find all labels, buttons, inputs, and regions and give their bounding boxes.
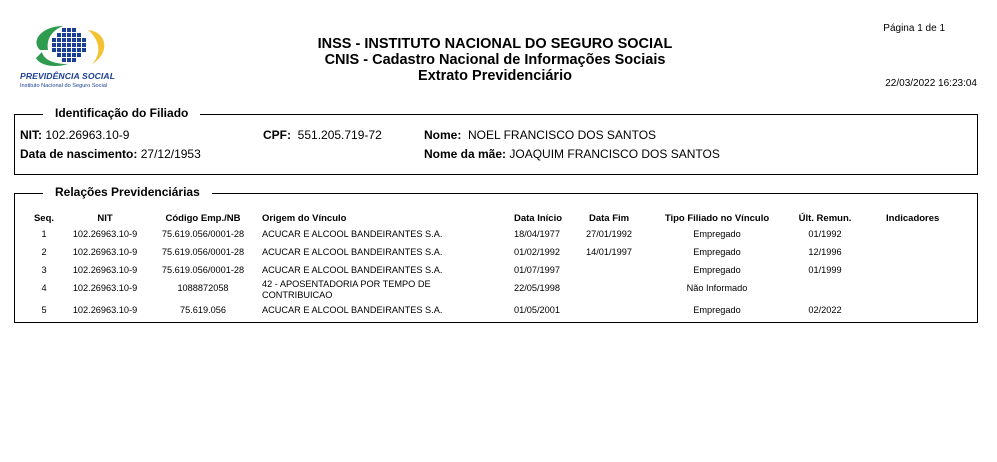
nit-value: 102.26963.10-9 bbox=[45, 128, 130, 142]
cell-codigo: 75.619.056 bbox=[180, 305, 226, 315]
cell-origem: ACUCAR E ALCOOL BANDEIRANTES S.A. bbox=[262, 305, 443, 315]
cell-inicio: 01/02/1992 bbox=[514, 247, 560, 257]
filiado-section bbox=[14, 106, 978, 175]
title-line-1: INSS - INSTITUTO NACIONAL DO SEGURO SOCIAL bbox=[317, 36, 673, 52]
col-header-tipo: Tipo Filiado no Vínculo bbox=[664, 213, 770, 224]
col-header-remun: Últ. Remun. bbox=[798, 213, 852, 224]
cell-codigo: 75.619.056/0001-28 bbox=[161, 265, 245, 275]
cpf-field bbox=[263, 128, 382, 142]
cell-origem-line2: CONTRIBUICAO bbox=[262, 290, 333, 300]
logo-subtext: Instituto Nacional do Seguro Social bbox=[20, 83, 108, 89]
cell-tipo: Empregado bbox=[693, 265, 741, 275]
cell-inicio: 01/05/2001 bbox=[514, 305, 560, 315]
cell-codigo: 1088872058 bbox=[177, 283, 229, 293]
cell-seq: 4 bbox=[41, 283, 47, 293]
cell-nit: 102.26963.10-9 bbox=[72, 283, 138, 293]
timestamp: 22/03/2022 16:23:04 bbox=[885, 78, 977, 89]
relacoes-section bbox=[14, 185, 978, 323]
nascimento-label: Data de nascimento: bbox=[20, 147, 138, 161]
cell-origem: ACUCAR E ALCOOL BANDEIRANTES S.A. bbox=[262, 229, 443, 239]
cell-seq: 5 bbox=[41, 305, 47, 315]
col-header-inicio: Data Início bbox=[514, 213, 563, 224]
title-line-2: CNIS - Cadastro Nacional de Informações Sociais bbox=[324, 52, 666, 68]
cell-remun: 12/1996 bbox=[808, 247, 842, 257]
filiado-section-title: Identificação do Filiado bbox=[43, 106, 200, 120]
cell-seq: 3 bbox=[41, 265, 47, 275]
cell-remun: 01/1992 bbox=[808, 229, 842, 239]
title-line-3: Extrato Previdenciário bbox=[418, 68, 572, 84]
nascimento-field bbox=[20, 147, 201, 161]
cell-codigo: 75.619.056/0001-28 bbox=[161, 247, 245, 257]
cell-fim: 27/01/1992 bbox=[586, 229, 632, 239]
relacoes-section-title: Relações Previdenciárias bbox=[43, 185, 212, 199]
cpf-value: 551.205.719-72 bbox=[297, 128, 382, 142]
cell-tipo: Empregado bbox=[693, 229, 741, 239]
col-header-seq: Seq. bbox=[33, 213, 55, 224]
cell-inicio: 22/05/1998 bbox=[514, 283, 560, 293]
col-header-origem: Origem do Vínculo bbox=[262, 213, 347, 224]
cell-seq: 1 bbox=[41, 229, 47, 239]
cell-tipo: Empregado bbox=[693, 247, 741, 257]
cell-nit: 102.26963.10-9 bbox=[72, 229, 138, 239]
mae-label: Nome da mãe: bbox=[424, 147, 507, 161]
previdencia-logo-icon bbox=[18, 20, 128, 72]
logo-text: PREVIDÊNCIA SOCIAL bbox=[20, 71, 116, 81]
nascimento-value: 27/12/1953 bbox=[140, 147, 201, 161]
cell-inicio: 18/04/1977 bbox=[514, 229, 560, 239]
cell-origem: ACUCAR E ALCOOL BANDEIRANTES S.A. bbox=[262, 265, 443, 275]
nome-label: Nome: bbox=[424, 128, 462, 142]
cell-fim: 14/01/1997 bbox=[586, 247, 632, 257]
nit-field bbox=[20, 128, 129, 142]
cell-nit: 102.26963.10-9 bbox=[72, 305, 138, 315]
nit-label: NIT: bbox=[20, 128, 42, 142]
previdencia-logo bbox=[18, 20, 128, 92]
nome-field bbox=[424, 128, 656, 142]
col-header-nit: NIT bbox=[97, 213, 113, 224]
cell-tipo: Não Informado bbox=[686, 283, 748, 293]
mae-value: JOAQUIM FRANCISCO DOS SANTOS bbox=[509, 147, 720, 161]
cell-inicio: 01/07/1997 bbox=[514, 265, 560, 275]
page-info: Página 1 de 1 bbox=[883, 23, 945, 34]
cell-tipo: Empregado bbox=[693, 305, 741, 315]
col-header-codigo: Código Emp./NB bbox=[165, 213, 241, 224]
col-header-indicadores: Indicadores bbox=[886, 213, 940, 224]
mae-field bbox=[424, 147, 720, 161]
cell-codigo: 75.619.056/0001-28 bbox=[161, 229, 245, 239]
cell-origem: ACUCAR E ALCOOL BANDEIRANTES S.A. bbox=[262, 247, 443, 257]
nome-value: NOEL FRANCISCO DOS SANTOS bbox=[468, 128, 657, 142]
cell-origem: 42 - APOSENTADORIA POR TEMPO DE bbox=[262, 279, 431, 289]
col-header-fim: Data Fim bbox=[589, 213, 630, 224]
cell-seq: 2 bbox=[41, 247, 47, 257]
cell-nit: 102.26963.10-9 bbox=[72, 247, 138, 257]
cpf-label: CPF: bbox=[263, 128, 291, 142]
cell-remun: 01/1999 bbox=[808, 265, 842, 275]
cell-remun: 02/2022 bbox=[808, 305, 842, 315]
cell-nit: 102.26963.10-9 bbox=[72, 265, 138, 275]
